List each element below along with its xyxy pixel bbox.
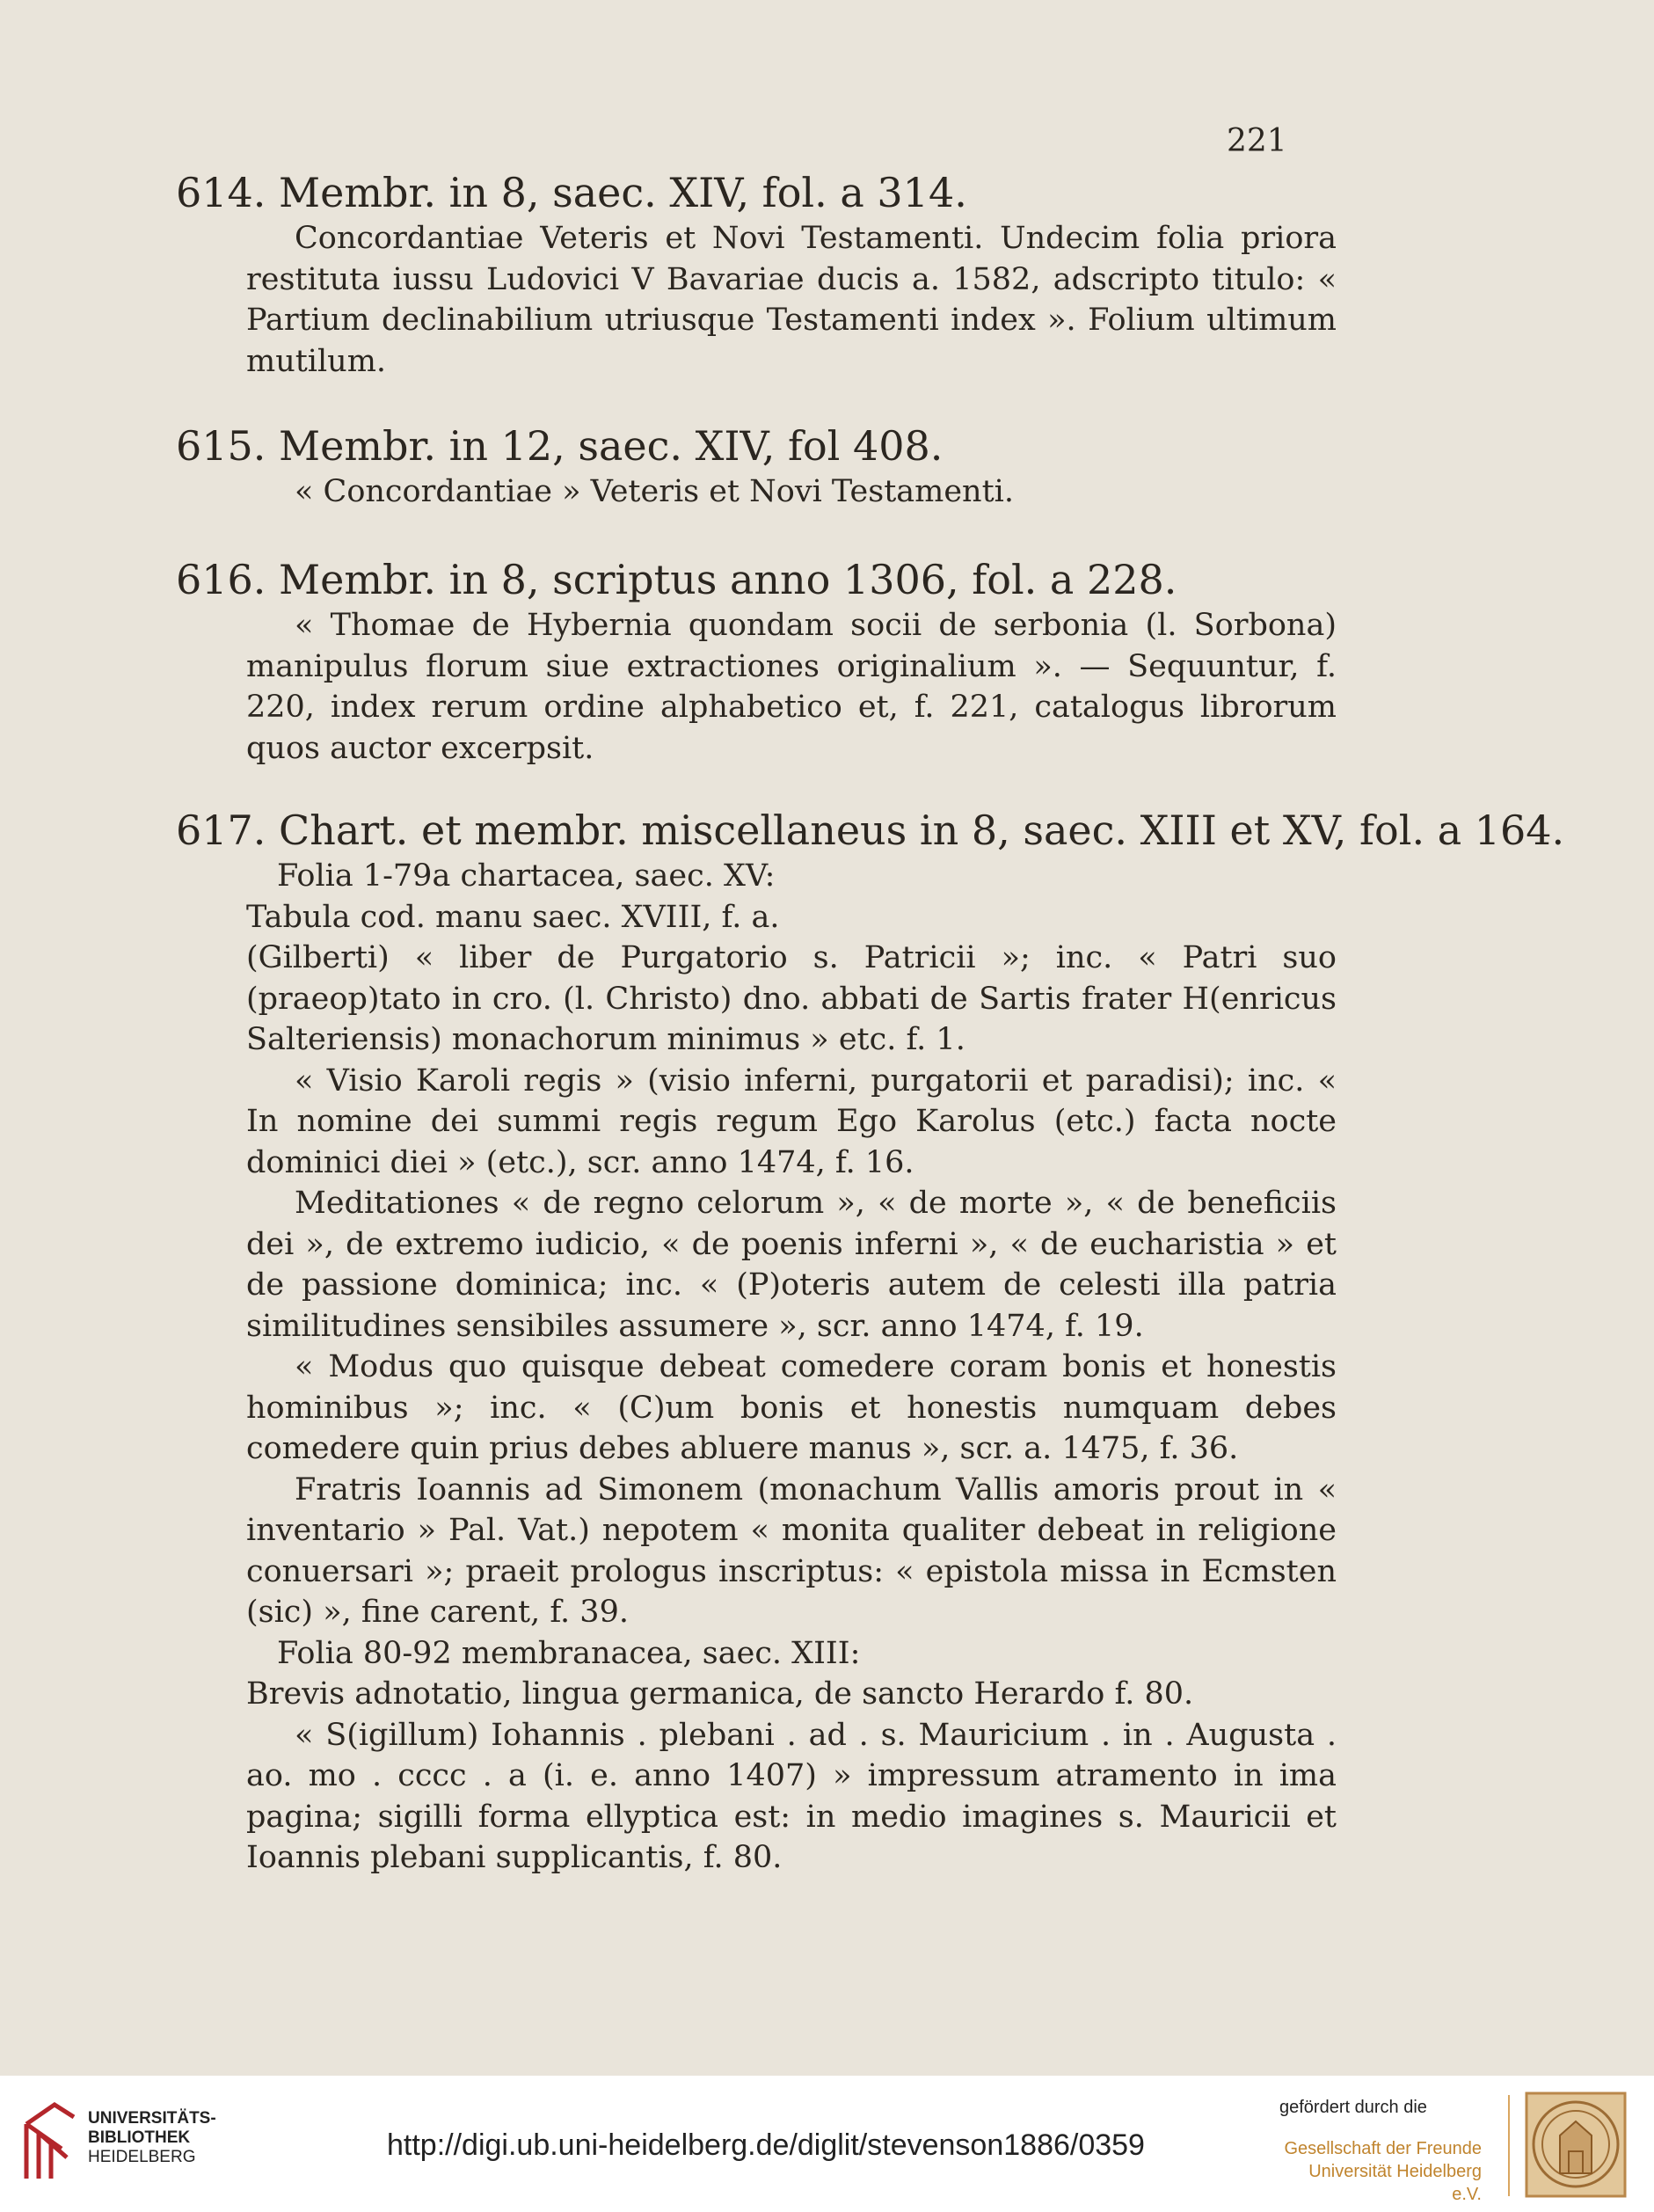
entry-text: « Modus quo quisque debeat comedere coram bonis et honestis hominibus »; inc. « (C)um bonis et honestis numquam debes comedere quin prius debes abluere manus », scr. a. 1475, f. 36. xyxy=(246,1349,1337,1466)
entry-616 xyxy=(176,554,1337,769)
entry-text: Concordantiae Veteris et Novi Testamenti. Undecim folia priora restituta iussu Ludovici V Bavariae ducis a. 1582, adscripto titulo: « Partium declinabilium utriusque Testamenti index ». Folium ultimum mutilum. xyxy=(246,221,1337,379)
university-library-logo xyxy=(19,2098,81,2186)
entry-text: Folia 1-79a chartacea, saec. XV: xyxy=(277,858,776,894)
sponsor-label: gefördert durch die xyxy=(1279,2098,1427,2117)
entry-heading: 614. Membr. in 8, saec. XIV, fol. a 314. xyxy=(176,169,967,216)
footer-bar xyxy=(0,2076,1654,2212)
entry-text: « Concordantiae » Veteris et Novi Testamenti. xyxy=(295,474,1014,509)
entry-heading: 617. Chart. et membr. miscellaneus in 8, saec. XIII et XV, fol. a 164. xyxy=(176,807,1565,854)
entry-text: Fratris Ioannis ad Simonem (monachum Vallis amoris prout in « inventario » Pal. Vat.) nepotem « monita qualiter debeat in religione conuersari »; praeit prologus inscriptus: « epistola missa in Ecmsten (sic) », fine carent, f. 39. xyxy=(246,1471,1337,1630)
entry-heading: 616. Membr. in 8, scriptus anno 1306, fol. a 228. xyxy=(176,556,1177,603)
divider xyxy=(1508,2095,1510,2196)
entry-text: « S(igillum) Iohannis . plebani . ad . s. Mauricium . in . Augusta . ao. mo . cccc . a (i. e. anno 1407) » impressum atramento in ima pagina; sigilli forma ellyptica est: in medio imagines s. Mauricii et Ioannis plebani supplicantis, f. 80. xyxy=(246,1717,1337,1875)
entry-text: Meditationes « de regno celorum », « de morte », « de beneficiis dei », de extremo iudicio, « de poenis inferni », « de eucharistia » et de passione dominica; inc. « (P)oteris autem de celesti illa patria similitudines sensibiles assumere », scr. anno 1474, f. 19. xyxy=(246,1186,1337,1344)
entry-text: « Thomae de Hybernia quondam socii de serbonia (l. Sorbona) manipulus florum siue extractiones originalium ». — Sequuntur, f. 220, index rerum ordine alphabetico et, f. 221, catalogus librorum quos auctor excerpsit. xyxy=(246,608,1337,766)
entry-614 xyxy=(176,167,1337,382)
library-name: UNIVERSITÄTS- BIBLIOTHEK HEIDELBERG xyxy=(88,2109,216,2166)
document-url-link[interactable]: http://digi.ub.uni-heidelberg.de/diglit/stevenson1886/0359 xyxy=(387,2128,1145,2162)
entry-615 xyxy=(176,420,1337,513)
entry-text: (Gilberti) « liber de Purgatorio s. Patricii »; inc. « Patri suo (praeop)tato in cro. (l. Christo) dno. abbati de Sartis frater H(enricus Salteriensis) monachorum minimus » etc. f. 1. xyxy=(246,940,1337,1057)
entry-heading: 615. Membr. in 12, saec. XIV, fol 408. xyxy=(176,422,944,470)
entry-617 xyxy=(176,805,1565,1879)
university-seal-icon xyxy=(1523,2090,1628,2200)
entry-text: « Visio Karoli regis » (visio inferni, purgatorii et paradisi); inc. « In nomine dei summi regis regum Ego Karolus (etc.) facta nocte dominici diei » (etc.), scr. anno 1474, f. 16. xyxy=(246,1062,1337,1180)
sponsor-name: Gesellschaft der Freunde Universität Heidelberg e.V. xyxy=(1284,2139,1482,2204)
entry-text: Tabula cod. manu saec. XVIII, f. a. xyxy=(246,899,780,935)
page-number: 221 xyxy=(1227,123,1287,159)
entry-text: Folia 80-92 membranacea, saec. XIII: xyxy=(277,1635,861,1671)
entry-text: Brevis adnotatio, lingua germanica, de sancto Herardo f. 80. xyxy=(246,1676,1194,1712)
